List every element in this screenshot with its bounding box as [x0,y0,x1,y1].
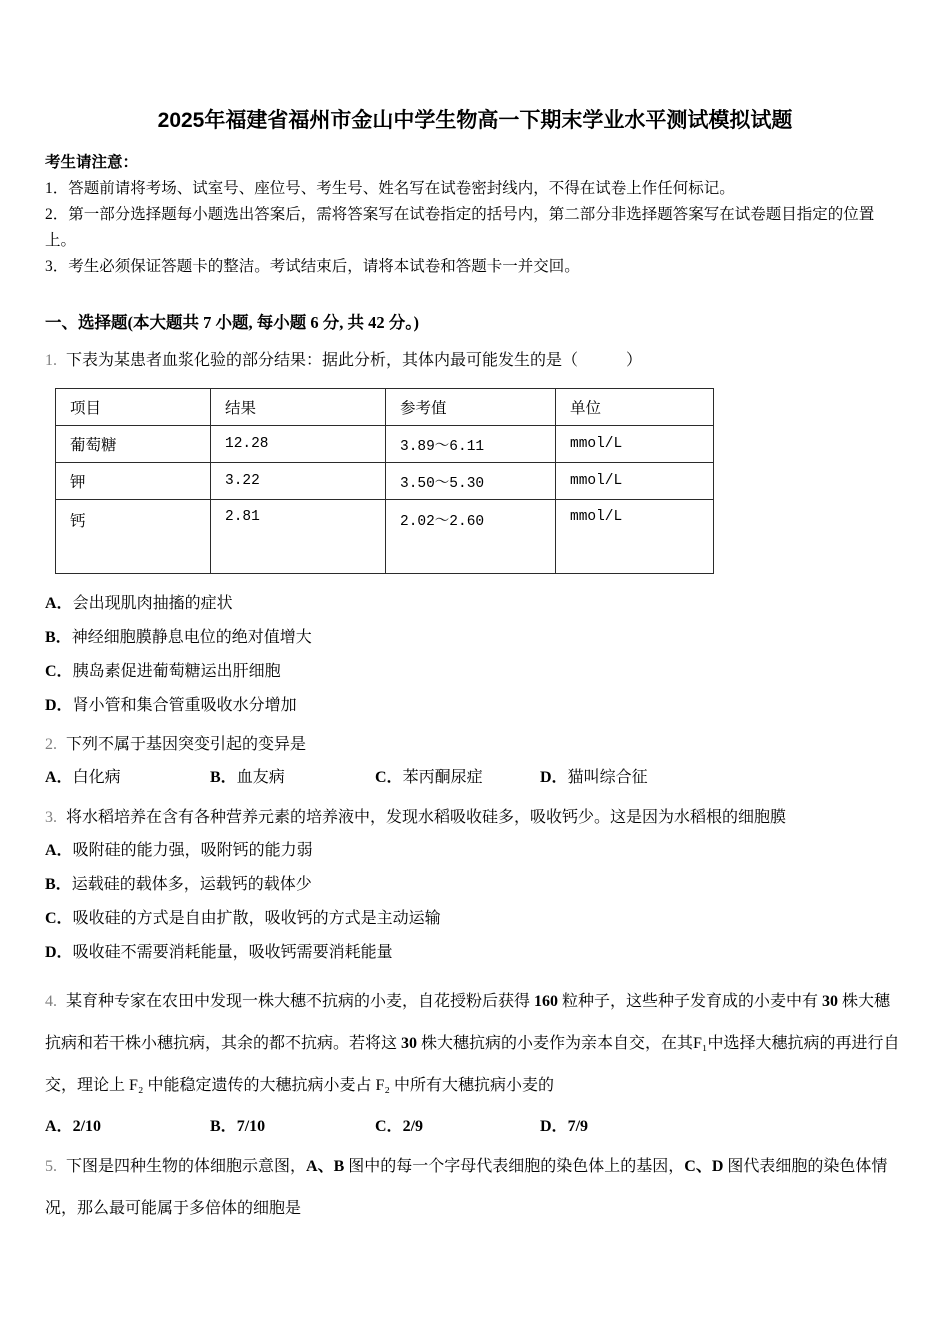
option-d-text: 猫叫综合征 [567,769,648,786]
cell-result: 3.22 [211,463,386,500]
table-header-reference: 参考值 [386,389,556,426]
cell-unit: mmol/L [556,463,714,500]
question-5 [45,1146,905,1230]
option-a-label: A． [45,842,73,859]
table-row-potassium [56,463,714,500]
question-1-text: 下表为某患者血浆化验的部分结果：据此分析，其体内最可能发生的是（ ） [66,352,643,369]
cell-unit: mmol/L [556,426,714,463]
option-b-label: B． [210,769,237,786]
option-b [210,1114,375,1140]
cell-reference: 2.02～2.60 [386,500,556,574]
option-c-label: C． [375,769,403,786]
option-b [210,765,375,791]
option-c [45,660,905,684]
option-c-text: 吸收硅的方式是自由扩散，吸收钙的方式是主动运输 [72,910,441,927]
notice-item-2: 2．第一部分选择题每小题选出答案后，需将答案写在试卷指定的括号内，第二部分非选择题答案写在试卷题目指定的位置上。 [45,206,875,249]
option-d-text: 吸收硅不需要消耗能量，吸收钙需要消耗能量 [72,944,393,961]
notice-section [45,150,905,280]
option-d-label: D． [540,769,568,786]
question-5-figures-ab: A、B [306,1158,345,1175]
cell-result: 2.81 [211,500,386,574]
question-4-value-30b: 30 [401,1035,418,1052]
question-4-options [45,1114,905,1140]
option-b-text: 血友病 [236,769,285,786]
cell-item: 钙 [56,500,211,574]
notice-header: 考生请注意： [45,154,139,171]
option-a [45,1114,210,1140]
question-5-number: 5. [45,1158,57,1175]
option-a-text: 会出现肌肉抽搐的症状 [72,595,233,612]
option-a-label: A． [45,1118,73,1135]
option-d-text: 7/9 [567,1118,589,1135]
question-1-stem [45,348,905,374]
question-4-value-30: 30 [822,993,839,1010]
question-3-stem [45,805,905,831]
question-1-number: 1. [45,352,57,369]
option-b-label: B． [45,629,72,646]
option-c-label: C． [375,1118,403,1135]
cell-result: 12.28 [211,426,386,463]
option-b-text: 神经细胞膜静息电位的绝对值增大 [71,629,312,646]
option-c [375,1114,540,1140]
option-a [45,592,905,616]
cell-item: 葡萄糖 [56,426,211,463]
option-c [45,907,905,931]
notice-item-3: 3．考生必须保证答题卡的整洁。考试结束后，请将本试卷和答题卡一并交回。 [45,258,580,275]
option-b-label: B． [210,1118,237,1135]
question-4-text-part: 某育种专家在农田中发现一株大穗不抗病的小麦，自花授粉后获得 [66,993,535,1010]
option-d-label: D． [45,944,73,961]
question-3-options [45,839,905,965]
question-3 [45,805,905,965]
option-a-text: 白化病 [72,769,121,786]
option-d [45,694,905,718]
table-header-result: 结果 [211,389,386,426]
blood-test-table [55,388,714,574]
question-1 [45,348,905,718]
cell-unit: mmol/L [556,500,714,574]
question-5-text-part: 下图是四种生物的体细胞示意图， [66,1158,307,1175]
question-3-text: 将水稻培养在含有各种营养元素的培养液中，发现水稻吸收硅多，吸收钙少。这是因为水稻根的细胞膜 [66,809,787,826]
option-c-text: 胰岛素促进葡萄糖运出肝细胞 [72,663,281,680]
option-a [45,765,210,791]
question-4-text-part: 粒种子，这些种子发育成的小麦中有 [558,993,823,1010]
option-d-label: D． [540,1118,568,1135]
question-4 [45,981,905,1140]
option-b-text: 7/10 [236,1118,266,1135]
option-d-text: 肾小管和集合管重吸收水分增加 [72,697,297,714]
question-2-options [45,765,905,791]
option-a-text: 2/10 [72,1118,102,1135]
question-4-text-part: 株大穗抗病和若干株小穗抗病，其余的都不抗病。若将这 [45,993,891,1052]
option-d [540,1114,588,1140]
option-d-label: D． [45,697,73,714]
question-3-number: 3. [45,809,57,826]
table-row-glucose [56,426,714,463]
table-header-unit: 单位 [556,389,714,426]
option-a-label: A． [45,769,73,786]
page-title: 2025年福建省福州市金山中学生物高一下期末学业水平测试模拟试题 [157,109,793,132]
question-4-value-160: 160 [534,993,559,1010]
question-1-options [45,592,905,718]
option-b [45,873,905,897]
cell-reference: 3.89～6.11 [386,426,556,463]
question-2-stem [45,732,905,758]
option-c-text: 苯丙酮尿症 [402,769,483,786]
question-5-figures-cd: C、D [684,1158,724,1175]
option-a-label: A． [45,595,73,612]
question-5-text-part: 图代表细胞的染色体情况，那么最可能属于多倍体的细胞是 [45,1158,888,1217]
table-header-item: 项目 [56,389,211,426]
option-c-label: C． [45,663,73,680]
option-d [540,765,648,791]
option-b-label: B． [45,876,72,893]
table-row-calcium [56,500,714,574]
table-header-row [56,389,714,426]
question-4-number: 4. [45,993,57,1010]
option-c [375,765,540,791]
option-b-text: 运载硅的载体多，运载钙的载体少 [71,876,312,893]
option-c-label: C． [45,910,73,927]
option-a-text: 吸附硅的能力强，吸附钙的能力弱 [72,842,313,859]
question-4-text-part: 株大穗抗病的小麦作为亲本自交，在其F₁中选择大穗抗病的再进行自交，理论上 F₂ 中能稳定遗传的大穗抗病小麦占 F₂ 中所有大穗抗病小麦的 [45,1035,900,1094]
cell-item: 钾 [56,463,211,500]
question-2-text: 下列不属于基因突变引起的变异是 [66,736,307,753]
question-2-number: 2. [45,736,57,753]
cell-reference: 3.50～5.30 [386,463,556,500]
notice-item-1: 1．答题前请将考场、试室号、座位号、考生号、姓名写在试卷密封线内，不得在试卷上作任何标记。 [45,180,735,197]
question-4-stem [45,981,905,1107]
section-one-header: 一、选择题(本大题共 7 小题, 每小题 6 分, 共 42 分。) [45,313,419,332]
option-b [45,626,905,650]
question-5-stem [45,1146,905,1230]
question-5-text-part: 图中的每一个字母代表细胞的染色体上的基因， [344,1158,685,1175]
option-d [45,941,905,965]
question-2 [45,732,905,791]
option-a [45,839,905,863]
option-c-text: 2/9 [402,1118,424,1135]
